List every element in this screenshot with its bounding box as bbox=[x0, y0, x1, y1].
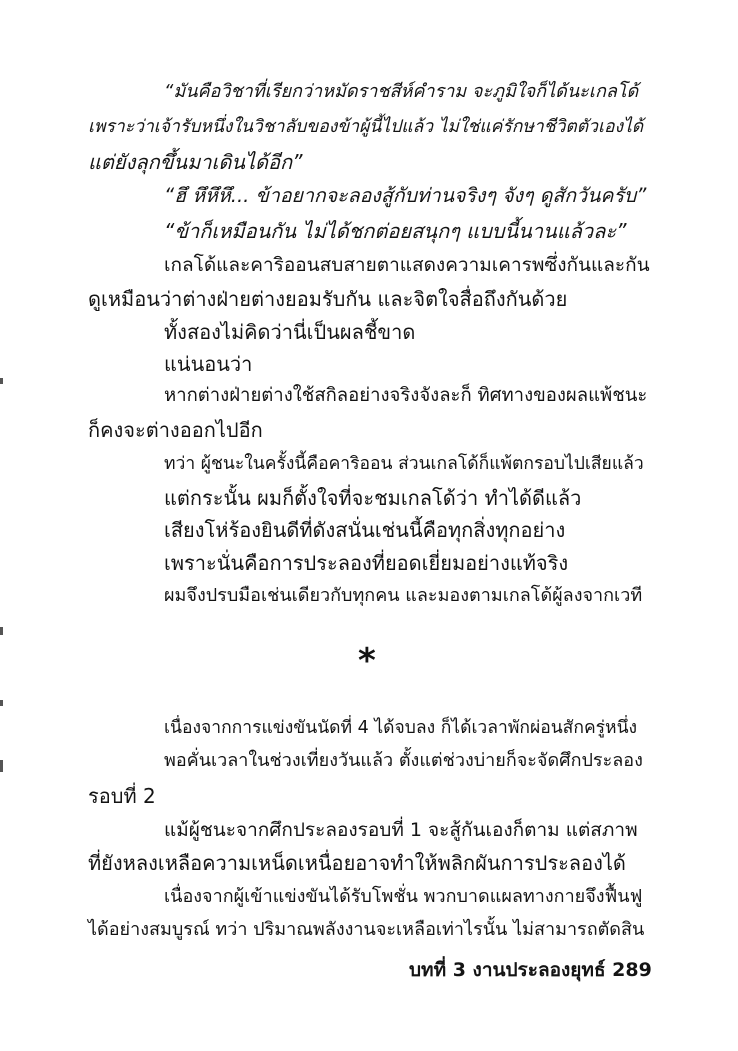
paragraph-line: แต่กระนั้น ผมก็ตั้งใจที่จะชมเกลโด้ว่า ทำได้ดีแล้ว bbox=[164, 486, 582, 510]
paragraph-line: ทว่า ผู้ชนะในครั้งนี้คือคาริออน ส่วนเกลโด้ก็แพ้ตกรอบไปเสียแล้ว bbox=[164, 454, 644, 474]
dialogue-line: “มันคือวิชาที่เรียกว่าหมัดราชสีห์คำราม จะภูมิใจก็ได้นะเกลโด้ bbox=[164, 81, 639, 102]
paragraph-line: เพราะนั่นคือการประลองที่ยอดเยี่ยมอย่างแท้จริง bbox=[164, 551, 569, 575]
page-edge-mark bbox=[0, 700, 3, 706]
page-edge-mark bbox=[0, 627, 3, 635]
dialogue-line: “ฮึ หึหึหึ... ข้าอยากจะลองสู้กับท่านจริงๆ จังๆ ดูสักวันครับ” bbox=[164, 184, 647, 207]
paragraph-line: ทั้งสองไม่คิดว่านี่เป็นผลชี้ขาด bbox=[164, 320, 416, 344]
paragraph-line: ดูเหมือนว่าต่างฝ่ายต่างยอมรับกัน และจิตใจสื่อถึงกันด้วย bbox=[88, 287, 568, 311]
paragraph-line: ที่ยังหลงเหลือความเหน็ดเหนื่อยอาจทำให้พลิกผันการประลองได้ bbox=[88, 851, 626, 875]
paragraph-line: ผมจึงปรบมือเช่นเดียวกับทุกคน และมองตามเกลโด้ผู้ลงจากเวที bbox=[164, 585, 643, 606]
dialogue-line: เพราะว่าเจ้ารับหนึ่งในวิชาลับของข้าผู้นี้ไปแล้ว ไม่ใช่แค่รักษาชีวิตตัวเองได้ bbox=[88, 117, 644, 137]
dialogue-line: “ข้าก็เหมือนกัน ไม่ได้ชกต่อยสนุกๆ แบบนี้นานแล้วละ” bbox=[164, 219, 627, 243]
paragraph-line: ได้อย่างสมบูรณ์ ทว่า ปริมาณพลังงานจะเหลือเท่าไรนั้น ไม่สามารถตัดสิน bbox=[88, 919, 645, 940]
paragraph-line: แม้ผู้ชนะจากศึกประลองรอบที่ 1 จะสู้กันเองก็ตาม แต่สภาพ bbox=[164, 819, 638, 841]
paragraph-line: ก็คงจะต่างออกไปอีก bbox=[88, 418, 263, 442]
paragraph-line: เกลโด้และคาริออนสบสายตาแสดงความเคารพซึ่งกันและกัน bbox=[164, 254, 650, 276]
dialogue-line: แต่ยังลุกขึ้นมาเดินได้อีก” bbox=[88, 150, 303, 174]
paragraph-line: เนื่องจากผู้เข้าแข่งขันได้รับโพชั่น พวกบาดแผลทางกายจึงฟื้นฟู bbox=[164, 886, 643, 907]
page-edge-mark bbox=[0, 378, 3, 384]
paragraph-line: พอคั่นเวลาในช่วงเที่ยงวันแล้ว ตั้งแต่ช่วงบ่ายก็จะจัดศึกประลอง bbox=[164, 750, 643, 771]
running-footer: บทที่ 3 งานประลองยุทธ์ 289 bbox=[409, 959, 652, 981]
paragraph-line: เนื่องจากการแข่งขันนัดที่ 4 ได้จบลง ก็ได้เวลาพักผ่อนสักครู่หนึ่ง bbox=[164, 718, 638, 738]
paragraph-line: แน่นอนว่า bbox=[164, 352, 253, 376]
paragraph-line: รอบที่ 2 bbox=[88, 784, 156, 808]
paragraph-line: หากต่างฝ่ายต่างใช้สกิลอย่างจริงจังละก็ ทิศทางของผลแพ้ชนะ bbox=[164, 385, 648, 406]
paragraph-line: เสียงโห่ร้องยินดีที่ดังสนั่นเช่นนี้คือทุกสิ่งทุกอย่าง bbox=[164, 518, 566, 542]
section-separator: * bbox=[358, 641, 376, 681]
page-edge-mark bbox=[0, 760, 3, 772]
